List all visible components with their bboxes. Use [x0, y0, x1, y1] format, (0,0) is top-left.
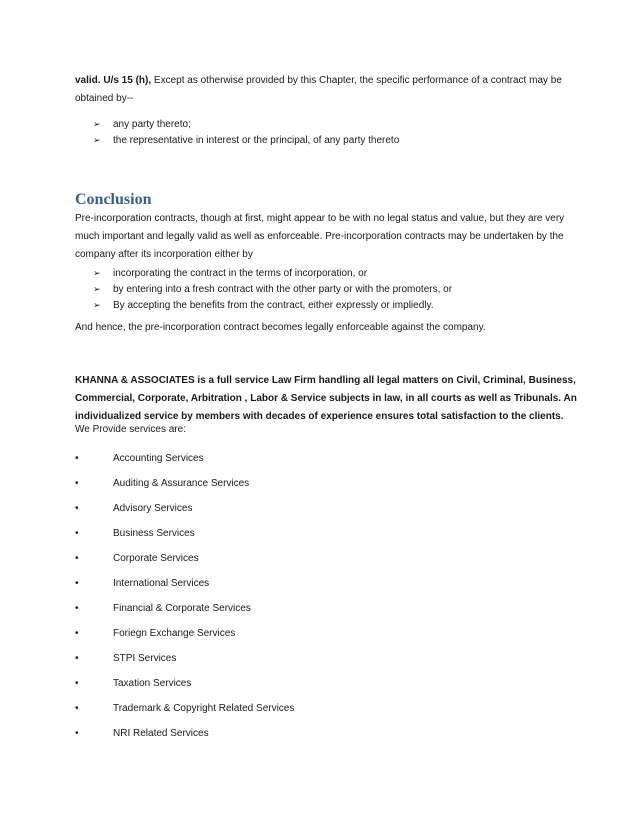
- service-label: Accounting Services: [113, 453, 204, 464]
- list-item: [75, 671, 595, 696]
- arrow-bullet-icon: ➢: [93, 284, 101, 294]
- service-label: International Services: [113, 578, 210, 589]
- bullet-icon: •: [75, 628, 79, 639]
- list-item: [75, 571, 595, 596]
- bullet-icon: •: [75, 603, 79, 614]
- method-list: [93, 265, 593, 313]
- bullet-icon: •: [75, 528, 79, 539]
- service-label: Taxation Services: [113, 678, 192, 689]
- specific-performance-text: Except as otherwise provided by this Chapter, the specific performance of a contract may be obtained by--: [75, 75, 562, 104]
- list-item: [75, 696, 595, 721]
- bullet-icon: •: [75, 678, 79, 689]
- service-label: STPI Services: [113, 653, 177, 664]
- list-item-text: the representative in interest or the principal, of any party thereto: [113, 135, 400, 146]
- bullet-icon: •: [75, 653, 79, 664]
- list-item-text: by entering into a fresh contract with the other party or with the promoters, or: [113, 284, 453, 295]
- list-item: [75, 621, 595, 646]
- bullet-icon: •: [75, 553, 79, 564]
- conclusion-paragraph: Pre-incorporation contracts, though at first, might appear to be with no legal status and value, but they are very much important and legally valid as well as enforceable. Pre-incorporation contracts may be undertaken by the company after its incorporation either by: [75, 213, 565, 260]
- list-item: [75, 721, 595, 746]
- service-label: Business Services: [113, 528, 195, 539]
- services-list: [75, 446, 595, 746]
- list-item: [75, 646, 595, 671]
- list-item: [93, 265, 593, 281]
- service-label: NRI Related Services: [113, 728, 209, 739]
- bullet-icon: •: [75, 478, 79, 489]
- service-label: Foriegn Exchange Services: [113, 628, 236, 639]
- list-item: [93, 297, 593, 313]
- arrow-bullet-icon: ➢: [93, 119, 101, 129]
- list-item-text: incorporating the contract in the terms of incorporation, or: [113, 268, 368, 279]
- party-list: [93, 116, 593, 148]
- list-item: [75, 446, 595, 471]
- list-item: [75, 521, 595, 546]
- closing-paragraph: And hence, the pre-incorporation contract becomes legally enforceable against the company.: [75, 322, 486, 333]
- list-item: [75, 546, 595, 571]
- arrow-bullet-icon: ➢: [93, 268, 101, 278]
- service-label: Financial & Corporate Services: [113, 603, 251, 614]
- list-item-text: By accepting the benefits from the contract, either expressly or impliedly.: [113, 300, 434, 311]
- bullet-icon: •: [75, 703, 79, 714]
- arrow-bullet-icon: ➢: [93, 135, 101, 145]
- firm-paragraph: KHANNA & ASSOCIATES is a full service Law Firm handling all legal matters on Civil, Criminal, Business, Commercial, Corporate, Arbitration , Labor & Service subjects in law, in all courts as well as Tribunals. An individualized service by members with decades of experience ensures total satisfaction to the clients.: [75, 375, 577, 422]
- bullet-icon: •: [75, 503, 79, 514]
- section-reference: valid. U/s 15 (h),: [75, 75, 152, 86]
- services-intro: We Provide services are:: [75, 424, 186, 435]
- bullet-icon: •: [75, 453, 79, 464]
- service-label: Auditing & Assurance Services: [113, 478, 250, 489]
- service-label: Advisory Services: [113, 503, 193, 514]
- service-label: Corporate Services: [113, 553, 199, 564]
- list-item: [75, 471, 595, 496]
- list-item: [93, 116, 593, 132]
- list-item: [75, 496, 595, 521]
- list-item: [93, 281, 593, 297]
- list-item-text: any party thereto;: [113, 119, 191, 130]
- service-label: Trademark & Copyright Related Services: [113, 703, 295, 714]
- specific-performance-paragraph: [75, 72, 591, 108]
- list-item: [75, 596, 595, 621]
- bullet-icon: •: [75, 578, 79, 589]
- arrow-bullet-icon: ➢: [93, 300, 101, 310]
- bullet-icon: •: [75, 728, 79, 739]
- list-item: [93, 132, 593, 148]
- conclusion-heading: Conclusion: [75, 191, 152, 208]
